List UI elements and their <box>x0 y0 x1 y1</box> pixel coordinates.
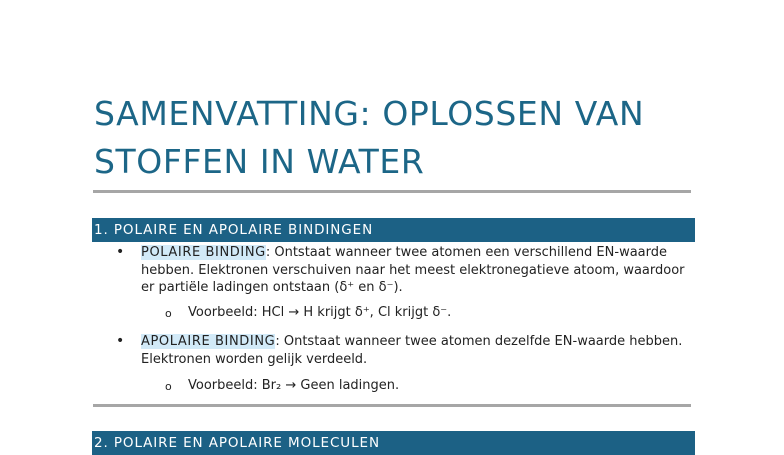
title-divider <box>93 190 691 193</box>
definition-text: : Ontstaat wanneer twee atomen een verschillend EN-waarde hebben. Elektronen verschuiven naar het meest elektronegatieve atoom, waardoor er partiële ladingen ontstaan (δ⁺ en δ⁻). <box>141 245 685 295</box>
definition-text: : Ontstaat wanneer twee atomen dezelfde EN-waarde hebben. Elektronen worden gelijk verdeeld. <box>141 334 683 367</box>
term-highlight: POLAIRE BINDING <box>141 245 266 260</box>
list-item-apolaire-binding <box>141 333 701 368</box>
section-divider <box>93 404 691 407</box>
bullet-marker: • <box>116 333 125 349</box>
example-text: Voorbeeld: Br₂ → Geen ladingen. <box>188 378 400 393</box>
term-highlight: APOLAIRE BINDING <box>141 334 276 349</box>
section-heading-2: 2. POLAIRE EN APOLAIRE MOLECULEN <box>92 431 695 455</box>
sub-bullet-marker: o <box>165 380 172 393</box>
page-title: SAMENVATTING: OPLOSSEN VAN STOFFEN IN WATER <box>94 94 645 181</box>
bullet-marker: • <box>116 244 125 260</box>
section-heading-1: 1. POLAIRE EN APOLAIRE BINDINGEN <box>92 218 695 242</box>
example-text: Voorbeeld: HCl → H krijgt δ⁺, Cl krijgt δ⁻. <box>188 305 452 320</box>
list-item-polaire-binding <box>141 244 701 297</box>
sub-bullet-marker: o <box>165 307 172 320</box>
